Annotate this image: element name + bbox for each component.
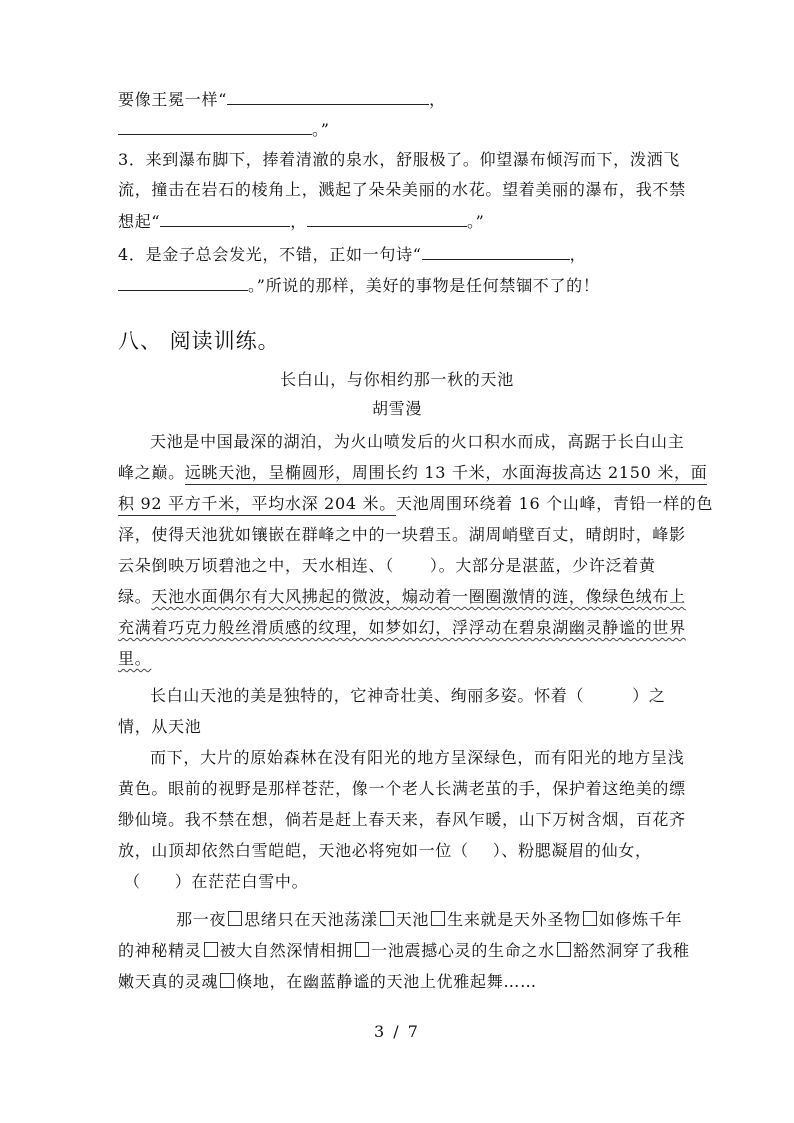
p1-line6: [118, 587, 794, 607]
p4-segment: 的神秘精灵: [118, 941, 202, 960]
underlined-sentence: 远眺天池，呈椭圆形，周围长约 13 千米，水面海拔高达 2150 米，面: [185, 463, 708, 485]
underlined-sentence: 积 92 平方千米，平均水深 204 米。: [118, 494, 396, 516]
q4-prefix: 4．是金子总会发光，不错，正如一句诗“: [118, 245, 422, 264]
answer-blank[interactable]: [422, 245, 570, 260]
p3-line5-b: ）在茫茫白雪中。: [174, 872, 309, 891]
p3-line2: 黄色。眼前的视野是那样苍茫，像一个老人长满老茧的手，保护着这绝美的缥: [118, 779, 686, 798]
p1-line2-plain: 峰之巅。: [118, 463, 185, 482]
q4-suffix: 。”所说的那样，美好的事物是任何禁锢不了的！: [248, 276, 600, 295]
p4-segment: 思绪只在天池荡漾: [244, 910, 378, 929]
p1-line5-b: ）。大部分是湛蓝，少许泛着黄: [429, 556, 656, 575]
p4-segment: 生来就是天外圣物: [447, 910, 581, 929]
q3-comma: ，: [290, 212, 307, 231]
q2-end: 。”: [312, 120, 330, 139]
q3-line1: 3．来到瀑布脚下，捧着清澈的泉水，舒服极了。仰望瀑布倾泻而下，泼洒飞: [118, 150, 680, 169]
punctuation-box[interactable]: [228, 911, 242, 926]
p4-segment: 倏地，在幽蓝静谧的天池上优雅起舞……: [236, 972, 537, 991]
p1-line1: 天池是中国最深的湖泊，为火山喷发后的火口积水而成，高踞于长白山主: [150, 432, 685, 451]
p4-segment: 嫩天真的灵魂: [118, 972, 219, 991]
p4-segment: 那一夜: [176, 910, 227, 929]
p1-line4: 泽，使得天池犹如镶嵌在群峰之中的一块碧玉。湖周峭壁百丈，晴朗时，峰影: [118, 525, 686, 544]
p1-line2: [118, 463, 794, 483]
punctuation-box[interactable]: [220, 973, 234, 988]
wavy-underlined-sentence: 里。: [118, 649, 152, 668]
q3-prefix: 想起“: [118, 212, 161, 231]
answer-blank[interactable]: [227, 90, 429, 105]
q3-end: 。”: [466, 212, 485, 231]
p1-line5-a: 云朵倒映万顷碧池之中，天水相连、（: [118, 556, 394, 575]
p2-line1-b: ）之: [632, 686, 666, 705]
answer-blank[interactable]: [118, 120, 312, 135]
answer-blank[interactable]: [160, 212, 290, 227]
p1-line5: [118, 556, 794, 576]
answer-blank[interactable]: [118, 276, 248, 291]
p4-segment: 被大自然深情相拥: [219, 941, 354, 960]
p1-line3: [118, 494, 794, 514]
p2-line2: 情，从天池: [118, 717, 202, 736]
article-author: 胡雪漫: [371, 399, 423, 418]
wavy-underlined-sentence: 充满着巧克力般丝滑质感的纹理，如梦如幻，浮浮动在碧泉湖幽灵静谧的世界: [118, 618, 686, 637]
p3-line1: 而下，大片的原始森林在没有阳光的地方呈深绿色，而有阳光的地方呈浅: [150, 748, 685, 767]
punctuation-box[interactable]: [431, 911, 445, 926]
p4-segment: 一池震撼心灵的生命之水: [371, 941, 555, 960]
q2-prefix: 要像王冕一样“: [118, 90, 228, 109]
p3-line5-a: （: [124, 872, 141, 891]
section-heading: 八、 阅读训练。: [118, 329, 280, 353]
punctuation-box[interactable]: [355, 942, 369, 957]
wavy-underlined-sentence: 天池水面偶尔有大风拂起的微波，煽动着一圈圈激情的涟，像绿色绒布上: [151, 587, 686, 606]
p4-segment: 如修炼千年: [598, 910, 683, 929]
q4-comma: ，: [569, 245, 587, 264]
punctuation-box[interactable]: [583, 911, 597, 926]
p1-line8: [118, 649, 794, 669]
punctuation-box[interactable]: [380, 911, 394, 926]
p4-line1: [176, 910, 794, 930]
q3-line2: 流，撞击在岩石的棱角上，溅起了朵朵美丽的水花。望着美丽的瀑布，我不禁: [118, 180, 686, 199]
page-number: 3 / 7: [374, 1022, 420, 1041]
q2-line1: [118, 90, 794, 110]
p3-line4-b: ）、粉腮凝眉的仙女，: [492, 841, 652, 860]
p3-line3: 缈仙境。我不禁在想，倘若是赶上春天来，春风乍暖，山下万树含烟，百花齐: [118, 810, 686, 829]
p4-segment: 豁然洞穿了我稚: [572, 941, 690, 960]
p4-line3: [118, 972, 794, 992]
p3-line5: [124, 872, 794, 892]
p2-line1: [150, 686, 794, 706]
p4-segment: 天池: [395, 910, 430, 929]
punctuation-box[interactable]: [557, 942, 571, 957]
p3-line4-a: 放，山顶却依然白雪皑皑，天池必将宛如一位（: [118, 841, 469, 860]
p1-line7: [118, 618, 794, 638]
q3-line3: [118, 212, 794, 232]
p3-line4: [118, 841, 794, 861]
p2-line1-a: 长白山天池的美是独特的，它神奇壮美、绚丽多姿。怀着（: [150, 686, 585, 705]
p1-line3-plain: 天池周围环绕着 16 个山峰，青铅一样的色: [395, 494, 714, 513]
article-title: 长白山，与你相约那一秋的天池: [280, 370, 514, 389]
q2-comma: ，: [429, 90, 446, 109]
punctuation-box[interactable]: [204, 942, 218, 957]
q4-line1: [118, 245, 794, 265]
q4-line2: [118, 276, 794, 296]
p1-line6-plain: 绿。: [118, 587, 152, 606]
answer-blank[interactable]: [307, 212, 467, 227]
q2-line2: [118, 120, 794, 140]
p4-line2: [118, 941, 794, 961]
